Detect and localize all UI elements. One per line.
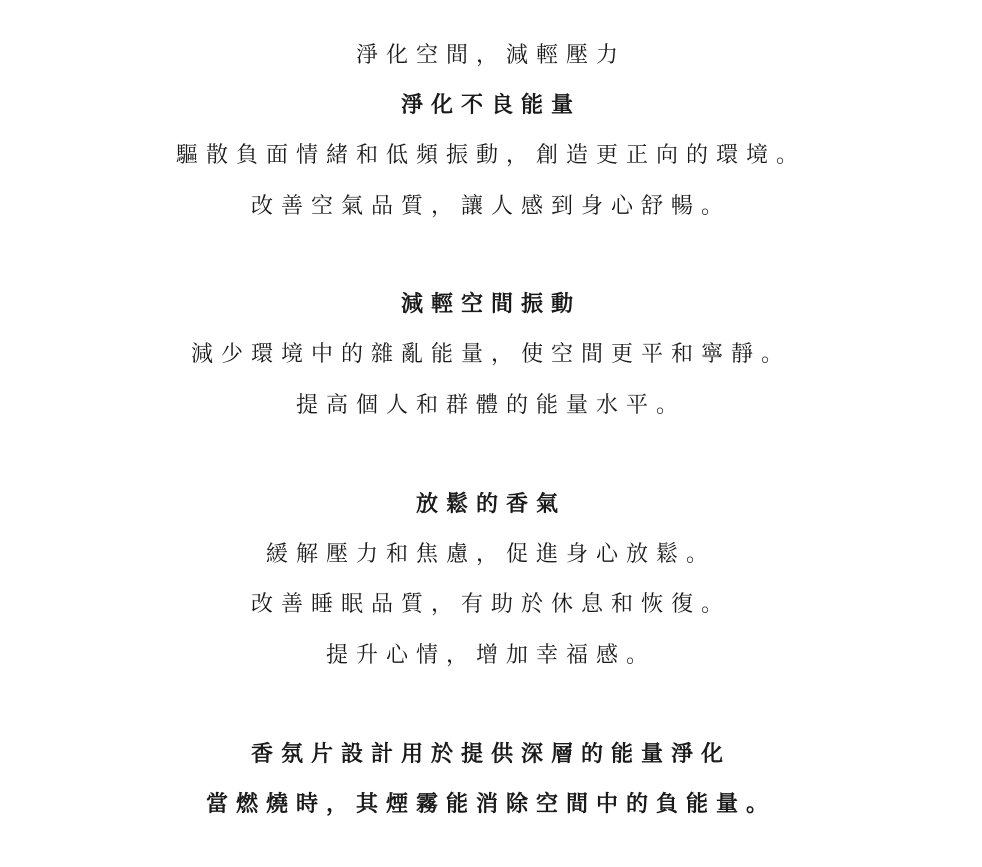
section-line: 改善睡眠品質，有助於休息和恢復。 xyxy=(250,592,731,617)
section-line: 緩解壓力和焦慮，促進身心放鬆。 xyxy=(265,542,716,567)
section-heading-purify: 淨化不良能量 xyxy=(400,93,581,118)
closing-line-2: 當燃燒時，其煙霧能消除空間中的負能量。 xyxy=(205,792,776,817)
section-heading-aroma: 放鬆的香氣 xyxy=(415,492,566,517)
section-line: 提高個人和群體的能量水平。 xyxy=(295,393,686,418)
section-heading-vibration: 減輕空間振動 xyxy=(400,292,581,317)
section-line: 改善空氣品質，讓人感到身心舒暢。 xyxy=(250,194,731,219)
closing-line-1: 香氛片設計用於提供深層的能量淨化 xyxy=(250,742,731,767)
section-line: 減少環境中的雜亂能量，使空間更平和寧靜。 xyxy=(190,342,791,367)
intro-title: 淨化空間，減輕壓力 xyxy=(355,43,626,68)
section-line: 提升心情，增加幸福感。 xyxy=(325,643,656,668)
section-line: 驅散負面情緒和低頻振動，創造更正向的環境。 xyxy=(175,143,806,168)
